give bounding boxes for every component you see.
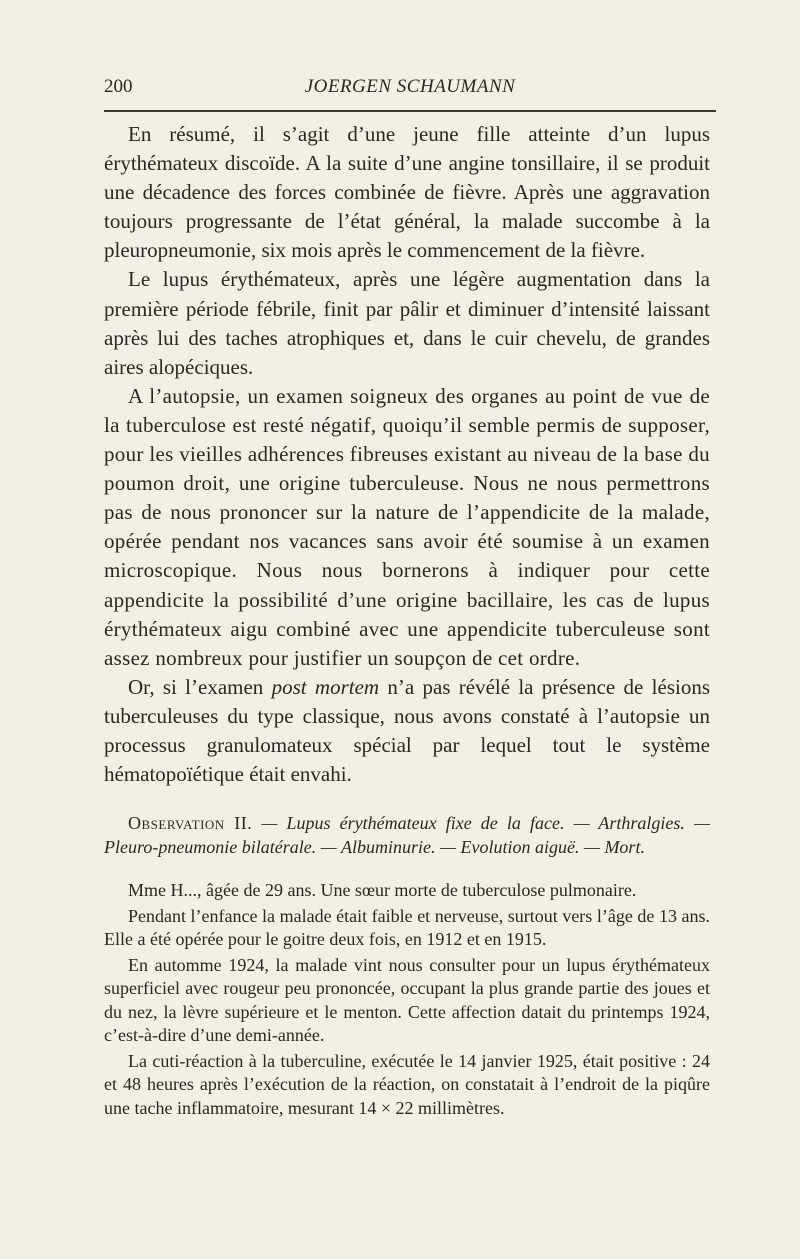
page-header	[104, 76, 716, 104]
paragraph-post-mortem	[104, 673, 710, 789]
observation-lead: Observation II.	[128, 813, 253, 833]
observation-paragraph-patient: Mme H..., âgée de 29 ans. Une sœur morte de tuberculose pulmonaire.	[128, 880, 637, 900]
page-number: 200	[104, 76, 133, 97]
paragraph-autopsy: A l’autopsie, un examen soigneux des organes au point de vue de la tuberculose est resté négatif, quoiqu’il semble permis de supposer, pour les vieilles adhérences fibreuses existant au niveau de la base du poumon droit, une origine tuberculeuse. Nous ne nous permettrons pas de nous prononcer sur la nature de l’appendicite de la malade, opérée pendant nos vacances sans avoir été soumise à un examen microscopique. Nous nous bornerons à indiquer pour cette appendicite la possibilité d’une origine bacillaire, les cas de lupus érythémateux aigu combiné avec une appendicite tuberculeuse sont assez nombreux pour justifier un soupçon de cet ordre.	[104, 383, 710, 670]
observation-section	[104, 812, 710, 1120]
post-mortem-italic: post mortem	[271, 674, 380, 699]
body-text	[104, 120, 710, 789]
paragraph-post-mortem-end: n’a pas révélé la présence de lésions tuberculeuses du type classique, nous avons constaté à l’autopsie un processus granulomateux spécial par lequel tout le système hématopoïétique était envahi.	[104, 674, 710, 787]
header-rule	[104, 110, 716, 112]
paragraph-summary: En résumé, il s’agit d’une jeune fille atteinte d’un lupus érythémateux discoïde. A la suite d’une angine tonsillaire, il se produit une décadence des forces combinée de fièvre. Après une aggravation toujours progressante de l’état général, la malade succombe à la pleuropneumonie, six mois après le commencement de la fièvre.	[104, 122, 710, 263]
running-title: JOERGEN SCHAUMANN	[304, 76, 516, 97]
observation-title	[104, 812, 710, 859]
paragraph-lupus-evolution: Le lupus érythémateux, après une légère augmentation dans la première période fébrile, finit par pâlir et diminuer d’intensité laissant après lui des taches atrophiques et, dans le cuir chevelu, de grandes aires alopéciques.	[104, 267, 710, 379]
paragraph-post-mortem-start: Or, si l’examen	[128, 674, 272, 699]
observation-paragraph-consultation: En automme 1924, la malade vint nous consulter pour un lupus érythémateux superficiel avec rougeur peu prononcée, occupant la plus grande partie des joues et du nez, la lèvre supérieure et le menton. Cette affection datait du printemps 1924, c’est-à-dire d’une demi-année.	[104, 954, 710, 1045]
observation-paragraph-cuti-reaction: La cuti-réaction à la tuberculine, exécutée le 14 janvier 1925, était positive : 24 et 48 heures après l’exécution de la réaction, on constatait à l’endroit de la piqûre une tache inflammatoire, mesurant 14 × 22 millimètres.	[104, 1050, 710, 1118]
observation-paragraph-childhood: Pendant l’enfance la malade était faible et nerveuse, surtout vers l’âge de 13 ans. Elle a été opérée pour le goitre deux fois, en 1912 et en 1915.	[104, 905, 710, 949]
observation-title-rest: — Lupus érythémateux fixe de la face. — Arthralgies. — Pleuro-pneumonie bilatérale. — Albuminurie. — Evolution aiguë. — Mort.	[104, 813, 710, 857]
